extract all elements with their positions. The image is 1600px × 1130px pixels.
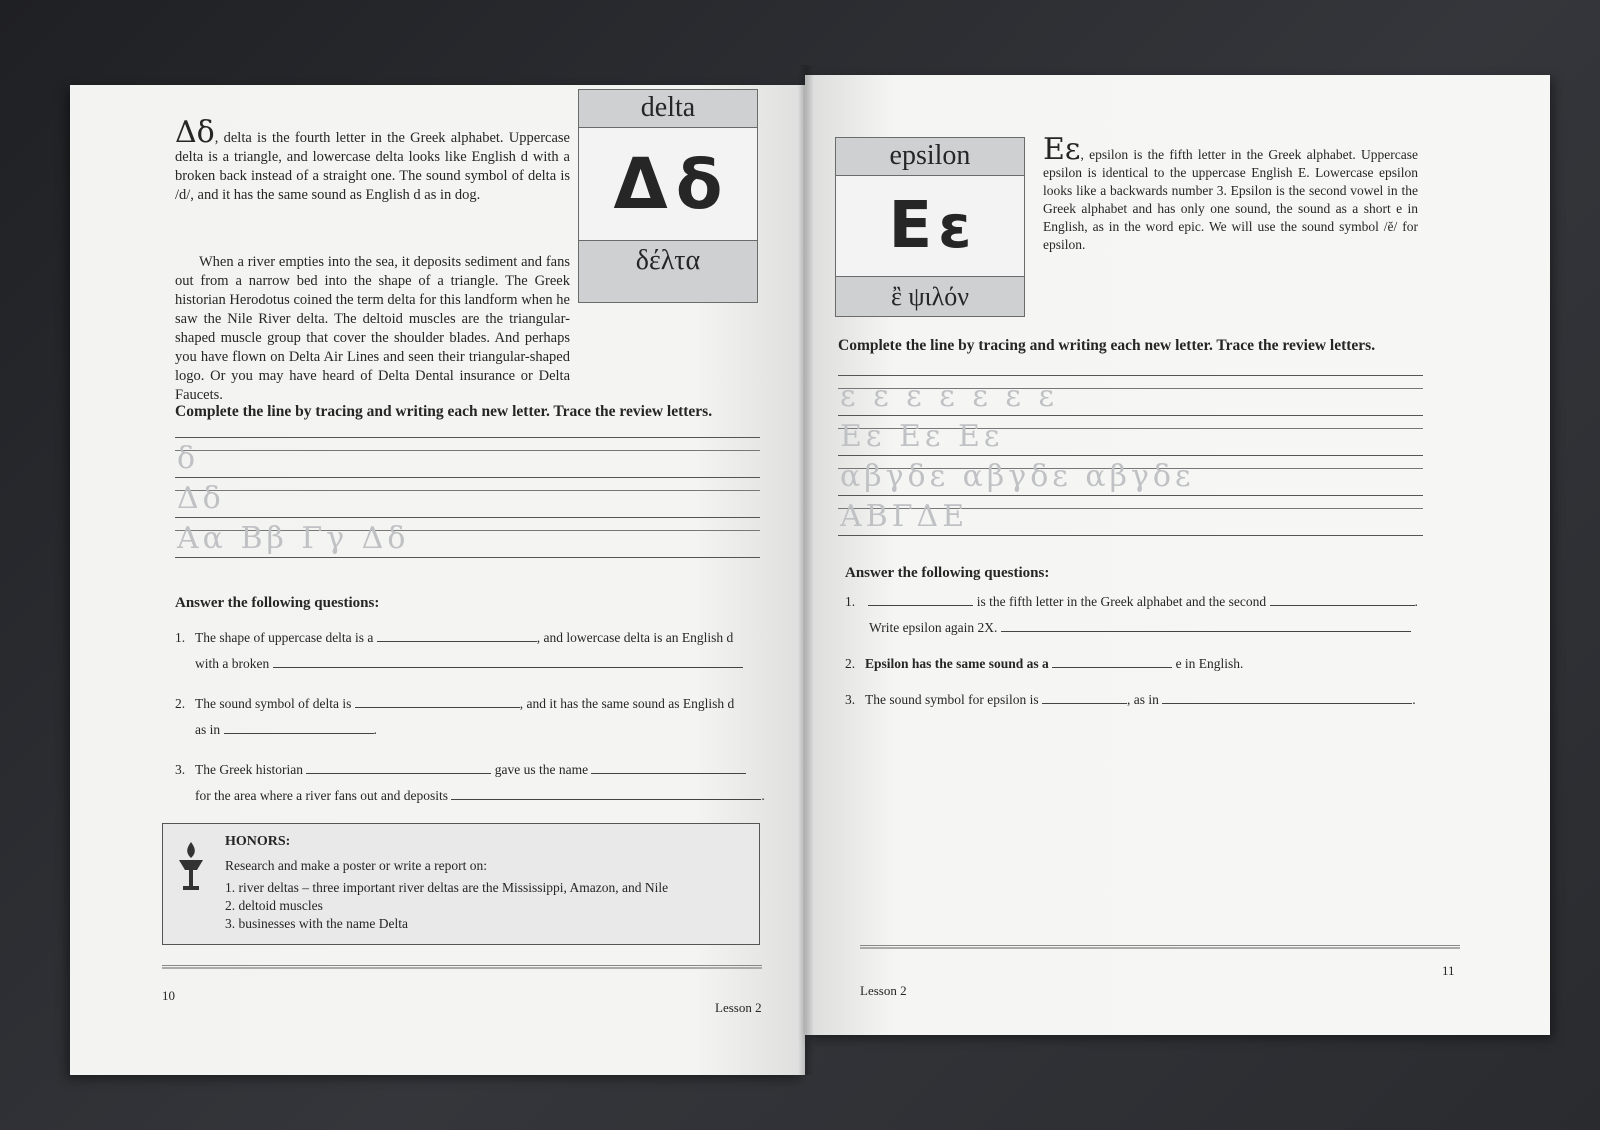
q1-blank-2[interactable] — [273, 654, 743, 668]
intro-block — [175, 115, 570, 205]
question-1: 1. The shape of uppercase delta is a , and lowercase delta is an English d — [175, 630, 734, 645]
question-2: 2. Epsilon has the same sound as a e in English. — [845, 656, 1244, 671]
page-number: 11 — [1442, 963, 1455, 978]
letter-glyphs — [579, 128, 757, 240]
intro-text: , epsilon is the fifth letter in the Greek alphabet. Uppercase epsilon is identical to the uppercase English E. Lowercase epsilon looks like a backwards number 3. Epsilon is the second vowel in the Greek alphabet and has only one sound, the sound as a short e in English, as in the word epic. We will use the sound symbol /ĕ/ for epsilon. — [1043, 147, 1418, 252]
trace-instruction: Complete the line by tracing and writing each new letter. Trace the review letters. — [838, 337, 1376, 354]
trace-instruction: Complete the line by tracing and writing each new letter. Trace the review letters. — [175, 403, 713, 420]
letter-name: delta — [579, 90, 757, 128]
question-3: 3. The sound symbol for epsilon is , as in . — [845, 692, 1416, 707]
intro-block — [1043, 132, 1418, 254]
trace-row-3[interactable]: αβγδε αβγδε αβγδε — [838, 455, 1423, 495]
honors-box — [162, 823, 760, 945]
trace-row-1[interactable]: δ — [175, 437, 760, 477]
right-page — [805, 75, 1550, 1035]
lesson-label: Lesson 2 — [715, 1000, 762, 1015]
letter-glyphs — [836, 176, 1024, 276]
trace-row-2[interactable]: Εε Εε Εε — [838, 415, 1423, 455]
book-spine — [798, 65, 814, 1075]
question-1-cont: Write epsilon again 2X. — [845, 615, 1455, 641]
intro-letters: Δδ — [175, 115, 215, 150]
q3-blank-1[interactable] — [1042, 690, 1127, 704]
intro-paragraph — [1043, 132, 1418, 254]
q3-blank-2[interactable] — [591, 760, 746, 774]
intro-letters: Εε — [1043, 132, 1081, 167]
question-2-cont: as in . — [195, 722, 377, 737]
trace-row-3[interactable]: Αα Ββ Γγ Δδ — [175, 517, 760, 557]
lowercase-epsilon: ε — [938, 192, 972, 262]
q1-blank-3[interactable] — [1001, 618, 1411, 632]
torch-icon — [173, 838, 209, 894]
question-3: 3. The Greek historian gave us the name — [175, 757, 765, 783]
footer-rule — [162, 965, 762, 969]
intro-paragraph-2: When a river empties into the sea, it deposits sediment and fans out from a narrow bed into the shape of a triangle. The Greek historian Herodotus coined the term delta for this landform when he saw the Nile River delta. The deltoid muscles are the triangular-shaped muscle group that cover the shoulder blades. And perhaps you have flown on Delta Air Lines and seen their triangular-shaped logo. Or you may have heard of Delta Dental insurance or Delta Faucets. — [175, 254, 570, 403]
question-1-cont: with a broken — [175, 651, 765, 677]
questions — [845, 589, 1455, 713]
questions — [175, 625, 765, 809]
question-3-cont: for the area where a river fans out and deposits . — [195, 788, 765, 803]
trace-row-1[interactable]: ε ε ε ε ε ε ε — [838, 375, 1423, 415]
trace-row-2[interactable]: Δδ — [175, 477, 760, 517]
greek-word: ἒ ψιλόν — [836, 276, 1024, 317]
q3-blank-3[interactable] — [451, 786, 761, 800]
honors-title: HONORS: — [225, 834, 291, 849]
trace-area — [175, 437, 760, 558]
q1-blank-1[interactable] — [377, 628, 537, 642]
honors-item-2: 2. deltoid muscles — [225, 898, 323, 913]
lesson-label: Lesson 2 — [860, 983, 907, 998]
letter-name: epsilon — [836, 138, 1024, 176]
intro-paragraph-1 — [175, 115, 570, 205]
trace-area — [838, 375, 1423, 536]
q3-blank-2[interactable] — [1162, 690, 1412, 704]
page-number: 10 — [162, 988, 175, 1003]
question-1: 1. is the fifth letter in the Greek alphabet and the second . — [845, 594, 1418, 609]
epsilon-letter-box — [835, 137, 1025, 317]
honors-item-1: 1. river deltas – three important river deltas are the Mississippi, Amazon, and Nile — [225, 880, 669, 895]
paragraph-2-block — [175, 253, 765, 405]
open-workbook — [70, 65, 1550, 1075]
q3-blank-1[interactable] — [306, 760, 491, 774]
honors-intro: Research and make a poster or write a report on: — [225, 858, 488, 873]
trace-row-4[interactable]: ΑΒΓΔΕ — [838, 495, 1423, 535]
left-page — [70, 85, 805, 1075]
honors-item-3: 3. businesses with the name Delta — [225, 916, 408, 931]
uppercase-delta: Δ — [613, 143, 668, 225]
uppercase-epsilon: Ε — [888, 189, 933, 263]
q1-blank-2[interactable] — [1270, 592, 1415, 606]
greek-word: δέλτα — [579, 240, 757, 281]
q1-blank-1[interactable] — [868, 592, 973, 606]
footer-rule — [860, 945, 1460, 949]
lowercase-delta: δ — [675, 146, 723, 225]
q2-blank[interactable] — [1052, 654, 1172, 668]
answers-title: Answer the following questions: — [845, 565, 1050, 581]
answers-title: Answer the following questions: — [175, 595, 380, 611]
intro-text-1: , delta is the fourth letter in the Greek alphabet. Uppercase delta is a triangle, and lowercase delta looks like English d with a broken back instead of a straight one. The sound symbol of delta is /d/, and it has the same sound as English d as in dog. — [175, 130, 570, 203]
q2-blank-1[interactable] — [355, 694, 520, 708]
question-2: 2. The sound symbol of delta is , and it has the same sound as English d — [175, 696, 735, 711]
q2-blank-2[interactable] — [224, 720, 374, 734]
